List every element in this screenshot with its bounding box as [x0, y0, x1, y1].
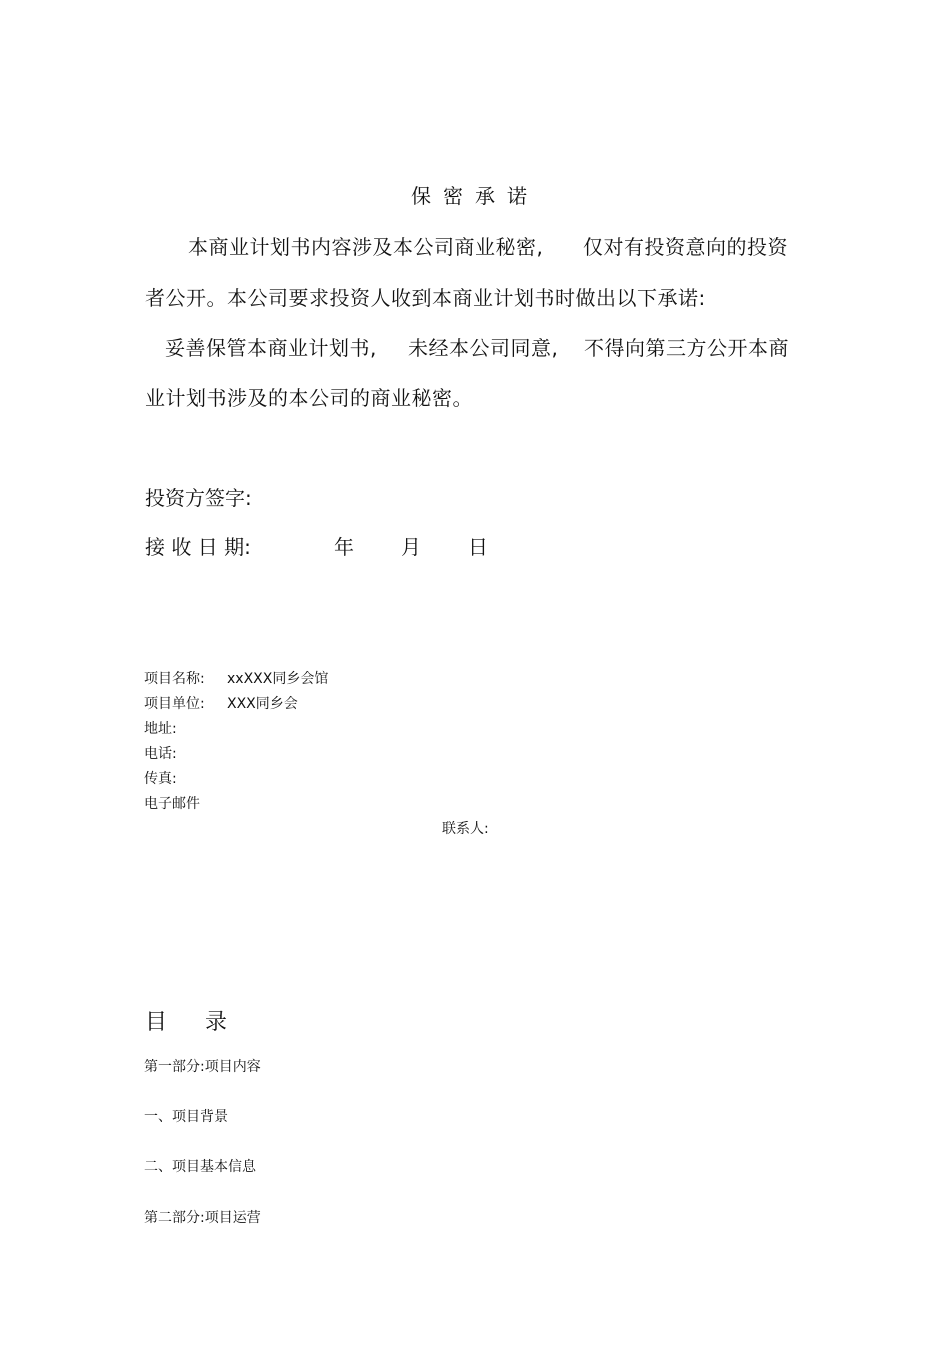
contact-label: 联系人:: [442, 821, 489, 837]
toc-item: 第一部分:项目内容: [144, 1059, 261, 1075]
para1-line2: 者公开。本公司要求投资人收到本商业计划书时做出以下承诺:: [145, 286, 706, 310]
para1-line1-part1: 本商业计划书内容涉及本公司商业秘密,: [188, 235, 544, 259]
para2-line2: 业计划书涉及的本公司的商业秘密。: [145, 386, 473, 410]
project-unit-label: 项目单位:: [144, 696, 205, 712]
investor-signature-label: 投资方签字:: [145, 486, 252, 510]
project-unit-value: XXX同乡会: [227, 696, 298, 712]
para2-line1-part2: 未经本公司同意,: [408, 336, 559, 360]
project-name-label: 项目名称:: [144, 671, 205, 687]
confidentiality-title: 保密承诺: [411, 184, 539, 208]
toc-item: 二、项目基本信息: [144, 1159, 256, 1175]
receive-date-label: 接 收 日 期:: [145, 535, 251, 559]
toc-title: 目 录: [145, 1010, 229, 1035]
date-month-label: 月: [401, 535, 421, 559]
email-label: 电子邮件: [144, 796, 200, 812]
para1-line1-part2: 仅对有投资意向的投资: [583, 235, 788, 259]
fax-label: 传真:: [144, 771, 177, 787]
address-label: 地址:: [144, 721, 177, 737]
date-year-label: 年: [334, 535, 354, 559]
toc-item: 一、项目背景: [144, 1109, 228, 1125]
toc-item: 第二部分:项目运营: [144, 1210, 261, 1226]
project-name-value: xxXXX同乡会馆: [227, 671, 329, 687]
para2-line1-part1: 妥善保管本商业计划书,: [165, 336, 377, 360]
phone-label: 电话:: [144, 746, 177, 762]
date-day-label: 日: [468, 535, 488, 559]
para2-line1-part3: 不得向第三方公开本商: [584, 336, 789, 360]
